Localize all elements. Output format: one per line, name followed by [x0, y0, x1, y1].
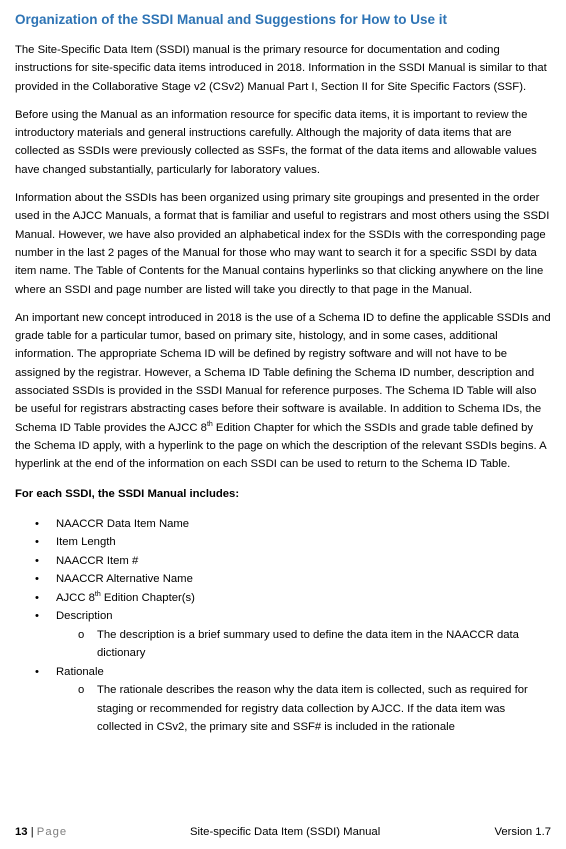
list-item-label: Item Length: [56, 536, 116, 549]
sub-list-item: [15, 626, 551, 663]
schema-text-b: Edition Chapter for which the SSDIs and grade table defined by the Schema ID apply, with a hyperlink to the page on which the description of the relevant SSDIs begins. A hyperlink at the end of the information on each SSDI can be used to return to the Schema ID Table.: [15, 421, 547, 471]
superscript: th: [206, 420, 213, 428]
list-item-label: NAACCR Data Item Name: [56, 517, 190, 530]
bullet-icon: •: [35, 536, 39, 549]
schema-text-a: An important new concept introduced in 2018 is the use of a Schema ID to define the applicable SSDIs and grade table for a particular tumor, based on primary site, histology, and in some cases, additional information. The appropriate Schema ID will be defined by registry software and will not have to be assigned by the registrar. However, a Schema ID Table defining the Schema ID number, description and associated SSDIs is provided in the SSDI Manual for reference purposes. The Schema ID Table will also be useful for registrars abstracting cases before their software is available. In addition to Schema IDs, the Schema ID Table provides the AJCC 8: [15, 311, 551, 434]
list-item: [15, 570, 551, 589]
list-item-label: [56, 592, 195, 604]
version-label: Version 1.7: [494, 826, 551, 838]
chapter-text: Edition Chapter(s): [100, 591, 195, 604]
bullet-icon: •: [35, 610, 39, 623]
section-heading: Organization of the SSDI Manual and Suggestions for How to Use it: [15, 12, 448, 27]
sub-bullet-icon: o: [78, 628, 85, 641]
sub-list-item-label: The rationale describes the reason why the data item is collected, such as required for staging or recommended for registry data collection by AJCC. If the data item was collected in CSv2, the primary site and SSF# is included in the rationale: [97, 684, 528, 734]
page-word: Page: [36, 826, 68, 838]
sub-list-item-label: The description is a brief summary used to define the data item in the NAACCR data dictionary: [97, 628, 519, 660]
includes-list: [15, 515, 551, 737]
page-number: 13: [15, 826, 28, 838]
bullet-icon: •: [35, 517, 39, 530]
paragraph-schema-id: [15, 309, 551, 474]
list-item: [15, 663, 551, 737]
list-item: [15, 533, 551, 552]
sub-bullet-icon: o: [78, 684, 85, 697]
sub-list-item: [15, 681, 551, 737]
superscript: th: [94, 591, 101, 599]
list-item: [15, 589, 551, 608]
list-item-label: NAACCR Item #: [56, 554, 139, 567]
paragraph-before-using: Before using the Manual as an information resource for specific data items, it is important to review the introductory materials and general instructions carefully. Although the majority of data items that are collected as SSDIs were previously collected as SSFs, the format of the data items and allowable values have changed substantially, particularly for laboratory values.: [15, 108, 537, 176]
page-indicator: [15, 826, 67, 838]
list-item-label: Rationale: [56, 665, 104, 678]
paragraph-intro: The Site-Specific Data Item (SSDI) manual is the primary resource for documentation and coding instructions for site-specific data items introduced in 2018. Information in the SSDI Manual is similar to that provided in the Collaborative Stage v2 (CSv2) Manual Part I, Section II for Site Specific Factors (SSF).: [15, 44, 547, 93]
footer-title: Site-specific Data Item (SSDI) Manual: [190, 826, 381, 838]
includes-heading: For each SSDI, the SSDI Manual includes:: [15, 487, 240, 500]
bullet-icon: •: [35, 573, 39, 586]
list-item: [15, 607, 551, 663]
page-footer: [15, 826, 551, 842]
list-item: [15, 515, 551, 534]
sub-list: [15, 681, 551, 737]
list-item-label: NAACCR Alternative Name: [56, 573, 193, 586]
list-item: [15, 552, 551, 571]
bullet-icon: •: [35, 665, 39, 678]
sub-list: [15, 626, 551, 663]
bullet-icon: •: [35, 554, 39, 567]
paragraph-organization: Information about the SSDIs has been organized using primary site groupings and presented in the order used in the AJCC Manuals, a format that is familiar and useful to registrars and most others using the SSDI Manual. However, we have also provided an alphabetical index for the SSDIs with the corresponding page number in the last 2 pages of the Manual for those who may want to search it for a specific SSDI by data item name. The Table of Contents for the Manual contains hyperlinks so that clicking anywhere on the line where an SSDI and page number are listed will take you directly to that page in the Manual.: [15, 192, 550, 296]
list-item-label: Description: [56, 610, 113, 623]
document-page: [15, 10, 551, 737]
ajcc-text: AJCC 8: [56, 591, 95, 604]
bullet-icon: •: [35, 591, 39, 604]
page-separator: |: [27, 826, 37, 838]
